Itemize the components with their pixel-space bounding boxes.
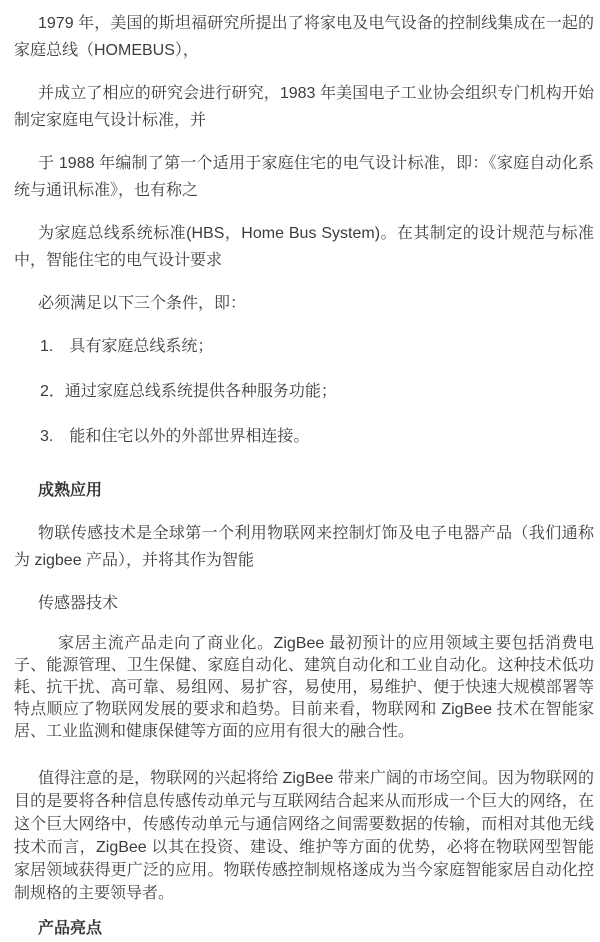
list-item-1: 1. 具有家庭总线系统； (40, 338, 214, 355)
paragraph-three-conditions-intro: 必须满足以下三个条件，即： (38, 295, 247, 312)
paragraph-zigbee-market: 值得注意的是，物联网的兴起将给 ZigBee 带来广阔的市场空间。因为物联网的目的是要将各种信息传感传动单元与互联网结合起来从而形成一个巨大的网络，在这个巨大网络中，传感传动单元与通信网络之间需要数据的传输，而相对其他无线技术而言，ZigBee 以其在投资、建设、维护等方面的优势，必将在物联网型智能家居领域获得更广泛的应用。物联传感控制规格遂成为当今家庭智能家居自动化控制规格的主要领导者。 (14, 770, 594, 902)
paragraph-zigbee-applications: 家居主流产品走向了商业化。ZigBee 最初预计的应用领域主要包括消费电子、能源管理、卫生保健、家庭自动化、建筑自动化和工业自动化。这种技术低功耗、抗干扰、高可靠、易组网、易扩容，易使用，易维护、便于快速大规模部署等特点顺应了物联网发展的要求和趋势。目前来看，物联网和 ZigBee 技术在智能家居、工业监测和健康保健等方面的应用有很大的融合性。 (14, 635, 594, 740)
section-heading-mature-application: 成熟应用 (38, 482, 103, 499)
paragraph-standard-1988: 于 1988 年编制了第一个适用于家庭住宅的电气设计标准，即：《家庭自动化系统与通讯标准》，也有称之 (14, 155, 594, 199)
paragraph-sensor-technology: 传感器技术 (38, 595, 119, 612)
list-item-2: 2．通过家庭总线系统提供各种服务功能； (40, 383, 337, 400)
paragraph-iot-sensing-tech: 物联传感技术是全球第一个利用物联网来控制灯饰及电子电器产品（我们通称为 zigbee 产品），并将其作为智能 (14, 525, 594, 569)
paragraph-homebus-1979: 1979 年，美国的斯坦福研究所提出了将家电及电气设备的控制线集成在一起的家庭总线（HOMEBUS）， (14, 15, 594, 59)
paragraph-hbs-standard: 为家庭总线系统标准(HBS，Home Bus System)。在其制定的设计规范与标准中，智能住宅的电气设计要求 (14, 225, 594, 269)
paragraph-eia-1983: 并成立了相应的研究会进行研究，1983 年美国电子工业协会组织专门机构开始制定家庭电气设计标准，并 (14, 85, 594, 129)
list-item-3: 3. 能和住宅以外的外部世界相连接。 (40, 428, 310, 445)
section-heading-product-highlights: 产品亮点 (38, 920, 103, 937)
